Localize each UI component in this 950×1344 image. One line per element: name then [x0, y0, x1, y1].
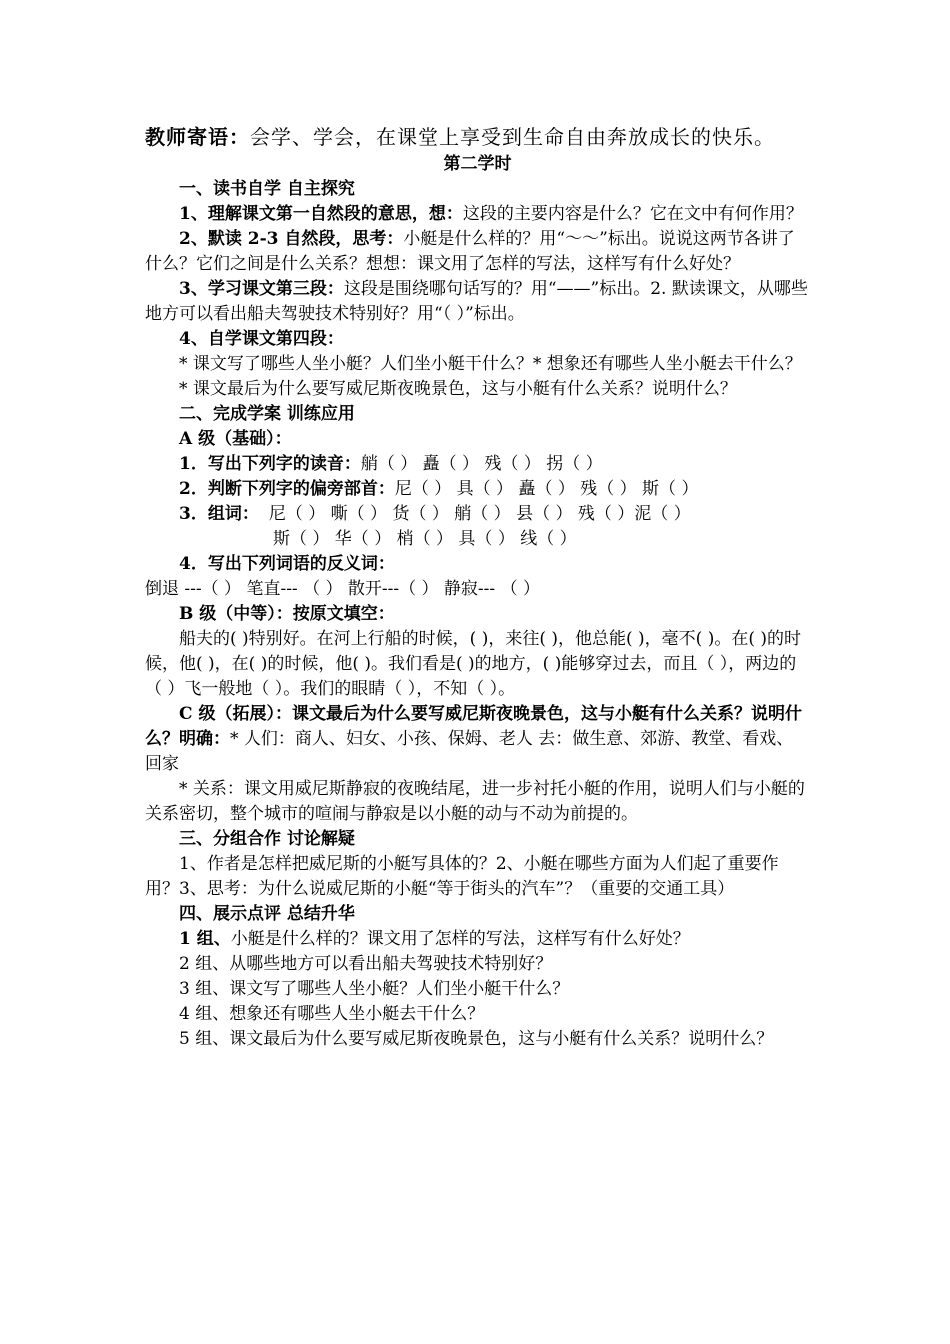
s1-question-4-lead: 4、自学课文第四段：	[179, 329, 344, 349]
s1-q3-lead: 3、学习课文第三段：	[179, 279, 344, 299]
s1-q3-text: 这段是围绕哪句话写的？用“——”标出。2. 默读课文，从哪些地方可以看出船夫驾驶技术特别好？用“（ ）”标出。	[145, 279, 808, 324]
a4-text: 倒退 ---（ ） 笔直--- （ ） 散开---（ ） 静寂--- （ ）	[145, 579, 540, 599]
a2-text: 尼（ ） 具（ ） 矗（ ） 残（ ） 斯（ ）	[394, 479, 699, 499]
teacher-motto	[145, 122, 810, 152]
a3-text-1: 尼（ ） 嘶（ ） 货（ ） 艄（ ） 县（ ） 残（ ）泥（ ）	[268, 504, 691, 524]
group-1-item	[145, 927, 810, 952]
section-1-heading: 一、读书自学 自主探究	[179, 179, 355, 199]
group-4-item: 4 组、想象还有哪些人坐小艇去干什么？	[179, 1004, 485, 1024]
a2-lead: 2．判断下列字的偏旁部首：	[179, 479, 395, 499]
section-3-text: 1、作者是怎样把威尼斯的小艇写具体的？2、小艇在哪些方面为人们起了重要作用？3、思考：为什么说威尼斯的小艇“等于街头的汽车”？（重要的交通工具）	[145, 854, 779, 899]
level-c-block	[145, 702, 810, 777]
s1-question-1	[145, 202, 810, 227]
motto-text: 会学、学会，在课堂上享受到生命自由奔放成长的快乐。	[250, 125, 775, 149]
section-2-heading: 二、完成学案 训练应用	[179, 404, 355, 424]
group-3-item: 3 组、课文写了哪些人坐小艇？人们坐小艇干什么？	[179, 979, 570, 999]
s1-question-3	[145, 277, 810, 327]
s1-q2-text: 小艇是什么样的？用“～～”标出。说说这两节各讲了什么？它们之间是什么关系？想想：课文用了怎样的写法，这样写有什么好处？	[145, 229, 795, 274]
group-5-item: 5 组、课文最后为什么要写威尼斯夜晚景色，这与小艇有什么关系？说明什么？	[179, 1029, 774, 1049]
group-2-item: 2 组、从哪些地方可以看出船夫驾驶技术特别好？	[179, 954, 553, 974]
level-c-lead: C 级（拓展）：课文最后为什么要写威尼斯夜晚景色，这与小艇有什么关系？说明什么？明确：	[145, 704, 802, 749]
group-1-lead: 1 组、	[179, 929, 231, 949]
section-3-heading: 三、分组合作 讨论解疑	[179, 829, 355, 849]
s1-q2-lead: 2、默读 2-3 自然段，思考：	[179, 229, 404, 249]
a1-lead: 1．写出下列字的读音：	[179, 454, 361, 474]
s1-q4-line-2: * 课文最后为什么要写威尼斯夜晚景色，这与小艇有什么关系？说明什么？	[179, 379, 737, 399]
a3-text-2: 斯（ ） 华（ ） 梢（ ） 具（ ） 线（ ）	[273, 529, 577, 549]
level-a-heading: A 级（基础）：	[179, 429, 292, 449]
a1-text: 艄（ ） 矗（ ） 残（ ） 拐（ ）	[360, 454, 603, 474]
level-c-answer: * 人们：商人、妇女、小孩、保姆、老人 去：做生意、郊游、教堂、看戏、回家	[145, 729, 794, 774]
level-b-heading: B 级（中等）：按原文填空：	[179, 604, 395, 624]
a-exercise-3	[145, 502, 810, 527]
s1-q1-text: 这段的主要内容是什么？它在文中有何作用？	[462, 204, 803, 224]
s1-question-2	[145, 227, 810, 277]
a-exercise-2	[145, 477, 810, 502]
a-exercise-1	[145, 452, 810, 477]
group-1-text: 小艇是什么样的？课文用了怎样的写法，这样写有什么好处？	[230, 929, 690, 949]
a3-lead: 3．组词：	[179, 504, 259, 524]
section-4-heading: 四、展示点评 总结升华	[179, 904, 355, 924]
s1-q4-line-1: * 课文写了哪些人坐小艇？人们坐小艇干什么？* 想象还有哪些人坐小艇去干什么？	[179, 354, 802, 374]
motto-label: 教师寄语：	[145, 125, 250, 149]
document-body	[145, 122, 810, 1052]
a-exercise-4-lead: 4．写出下列词语的反义词：	[179, 554, 395, 574]
level-b-text: 船夫的( )特别好。在河上行船的时候，( )，来往( )，他总能( )，毫不( )。在( )的时候，他( )，在( )的时候，他( )。我们看是( )的地方，( )能够穿过去，而且（ ），两边的（ ）飞一般地（ ）。我们的眼睛（ ），不知（ ）。	[145, 629, 802, 699]
lesson-subtitle: 第二学时	[443, 154, 512, 174]
level-c-relation: * 关系：课文用威尼斯静寂的夜晚结尾，进一步衬托小艇的作用，说明人们与小艇的关系密切，整个城市的喧闹与静寂是以小艇的动与不动为前提的。	[145, 779, 805, 824]
s1-q1-lead: 1、理解课文第一自然段的意思，想：	[179, 204, 463, 224]
